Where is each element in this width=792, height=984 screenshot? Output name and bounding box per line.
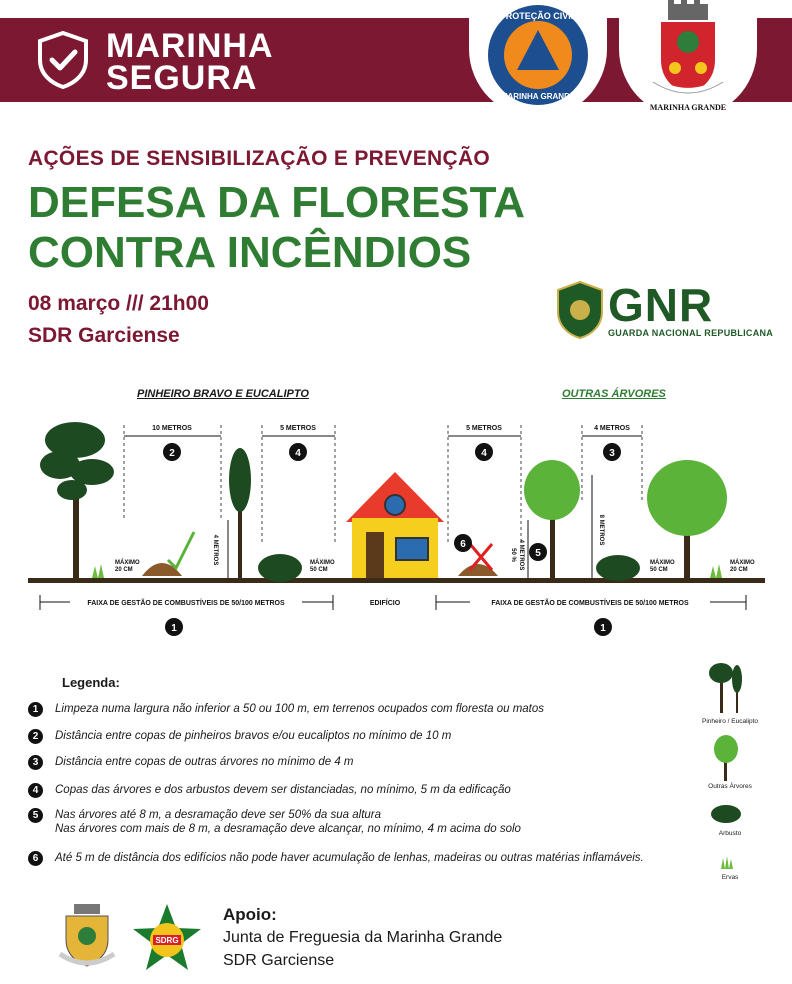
marker-1-left: 1 <box>171 623 177 634</box>
subtitle: AÇÕES DE SENSIBILIZAÇÃO E PREVENÇÃO <box>28 147 491 170</box>
firebreak-diagram <box>0 380 792 650</box>
support-line2: SDR Garciense <box>223 952 335 969</box>
legend-side-label: Ervas <box>721 874 739 881</box>
shield-check-icon <box>36 30 90 90</box>
five-meters-right-label: 5 METROS <box>466 425 502 432</box>
legend-item: 1 Limpeza numa largura não inferior a 50 ou 100 m, em terrenos ocupados com floresta ou matos <box>28 702 675 717</box>
title-line2: CONTRA INCÊNDIOS <box>28 228 472 277</box>
marker-6: 6 <box>460 539 466 550</box>
max20-right-l2: 20 CM <box>730 567 748 573</box>
municipality-seal <box>619 0 757 118</box>
legend-item: 4 Copas das árvores e dos arbustos devem ser distanciadas, no mínimo, 5 m da edificação <box>28 783 675 798</box>
shrub-legend-icon <box>710 803 742 825</box>
ground-line <box>28 578 765 583</box>
support-line1: Junta de Freguesia da Marinha Grande <box>223 929 503 946</box>
legend-side-label: Outras Árvores <box>708 783 752 790</box>
brand-line1: MARINHA <box>106 27 274 65</box>
legend-item: 6 Até 5 m de distância dos edifícios não pode haver acumulação de lenhas, madeiras ou outras matérias inflamáveis. <box>28 851 675 866</box>
percent-label: 50 % <box>510 548 516 562</box>
event-date: 08 março /// 21h00 <box>28 292 209 315</box>
ten-meters-label: 10 METROS <box>152 425 192 432</box>
other-tree-small-icon <box>524 460 580 580</box>
support-title: Apoio: <box>223 905 277 924</box>
brand-line2: SEGURA <box>106 59 258 97</box>
left-section-title: PINHEIRO BRAVO E EUCALIPTO <box>137 388 309 400</box>
civil-protection-logo <box>469 0 607 118</box>
max50-left-l2: 50 CM <box>310 567 328 573</box>
four-meters-small-label: 4 METROS <box>518 539 524 571</box>
band-left-label: FAIXA DE GESTÃO DE COMBUSTÍVEIS DE 50/100 METROS <box>87 600 285 607</box>
parish-coat-of-arms-icon <box>52 902 122 972</box>
civil-protection-seal <box>469 0 607 118</box>
four-meters-vertical-label: 4 METROS <box>212 534 218 566</box>
gnr-full-name: GUARDA NACIONAL REPUBLICANA <box>608 328 774 338</box>
gnr-name: GNR <box>608 279 714 331</box>
legend-item: 2 Distância entre copas de pinheiros bravos e/ou eucaliptos no mínimo de 10 m <box>28 729 675 744</box>
title-line1: DEFESA DA FLORESTA <box>28 178 526 227</box>
gnr-emblem-icon <box>555 280 605 340</box>
grass-left-icon <box>92 564 104 578</box>
marinha-grande-coat-of-arms <box>619 0 757 118</box>
legend-side-label: Arbusto <box>718 830 742 837</box>
legend-item: 5 Nas árvores até 8 m, a desramação deve ser 50% da sua altura Nas árvores com mais de 8 m, a desramação deve alcançar, no mínimo, 4 m acima do solo <box>28 808 675 836</box>
marker-4-left: 4 <box>295 448 301 459</box>
four-meters-label: 4 METROS <box>594 425 630 432</box>
pine-tree-icon <box>40 422 114 580</box>
max50-right-l2: 50 CM <box>650 567 668 573</box>
right-section-title: OUTRAS ÁRVORES <box>562 388 666 400</box>
grass-right-icon <box>710 564 722 578</box>
marker-5: 5 <box>535 548 541 559</box>
max20-left-l1: MÁXIMO <box>115 560 140 566</box>
five-meters-left-label: 5 METROS <box>280 425 316 432</box>
eucalyptus-icon <box>229 448 251 580</box>
seal2-text: MARINHA GRANDE <box>649 103 727 112</box>
legend-title: Legenda: <box>62 675 120 690</box>
pine-eucalyptus-legend-icon <box>706 657 746 715</box>
max20-right-l1: MÁXIMO <box>730 560 755 566</box>
shrub-left-icon <box>258 554 302 582</box>
marker-2: 2 <box>169 448 175 459</box>
band-right-label: FAIXA DE GESTÃO DE COMBUSTÍVEIS DE 50/100 METROS <box>491 600 689 607</box>
seal1-bottom-text: MARINHA GRANDE <box>500 92 576 101</box>
grass-legend-icon <box>720 855 734 869</box>
house-icon <box>346 472 444 578</box>
legend-side-label: Pinheiro / Eucalipto <box>701 718 758 725</box>
marker-3: 3 <box>609 448 615 459</box>
max20-left-l2: 20 CM <box>115 567 133 573</box>
max50-right-l1: MÁXIMO <box>650 560 675 566</box>
marker-4-right: 4 <box>481 448 487 459</box>
diagram-drawing <box>0 380 792 650</box>
marker-1-right: 1 <box>600 623 606 634</box>
seal1-top-text: PROTEÇÃO CIVIL <box>499 11 577 21</box>
other-tree-legend-icon <box>712 733 740 781</box>
woodpile-ok-icon <box>142 532 194 576</box>
legend-item: 3 Distância entre copas de outras árvores no mínimo de 4 m <box>28 755 675 770</box>
sdr-garciense-badge-icon <box>132 902 202 974</box>
main-title <box>28 178 525 278</box>
sdrg-badge-text: SDRG <box>155 936 179 945</box>
shrub-right-icon <box>596 555 640 581</box>
eight-meters-vertical-label: 8 METROS <box>598 514 604 546</box>
building-label: EDIFÍCIO <box>369 600 401 607</box>
event-place: SDR Garciense <box>28 324 180 347</box>
brand-title <box>106 27 274 97</box>
max50-left-l1: MÁXIMO <box>310 560 335 566</box>
event-info <box>28 288 209 352</box>
